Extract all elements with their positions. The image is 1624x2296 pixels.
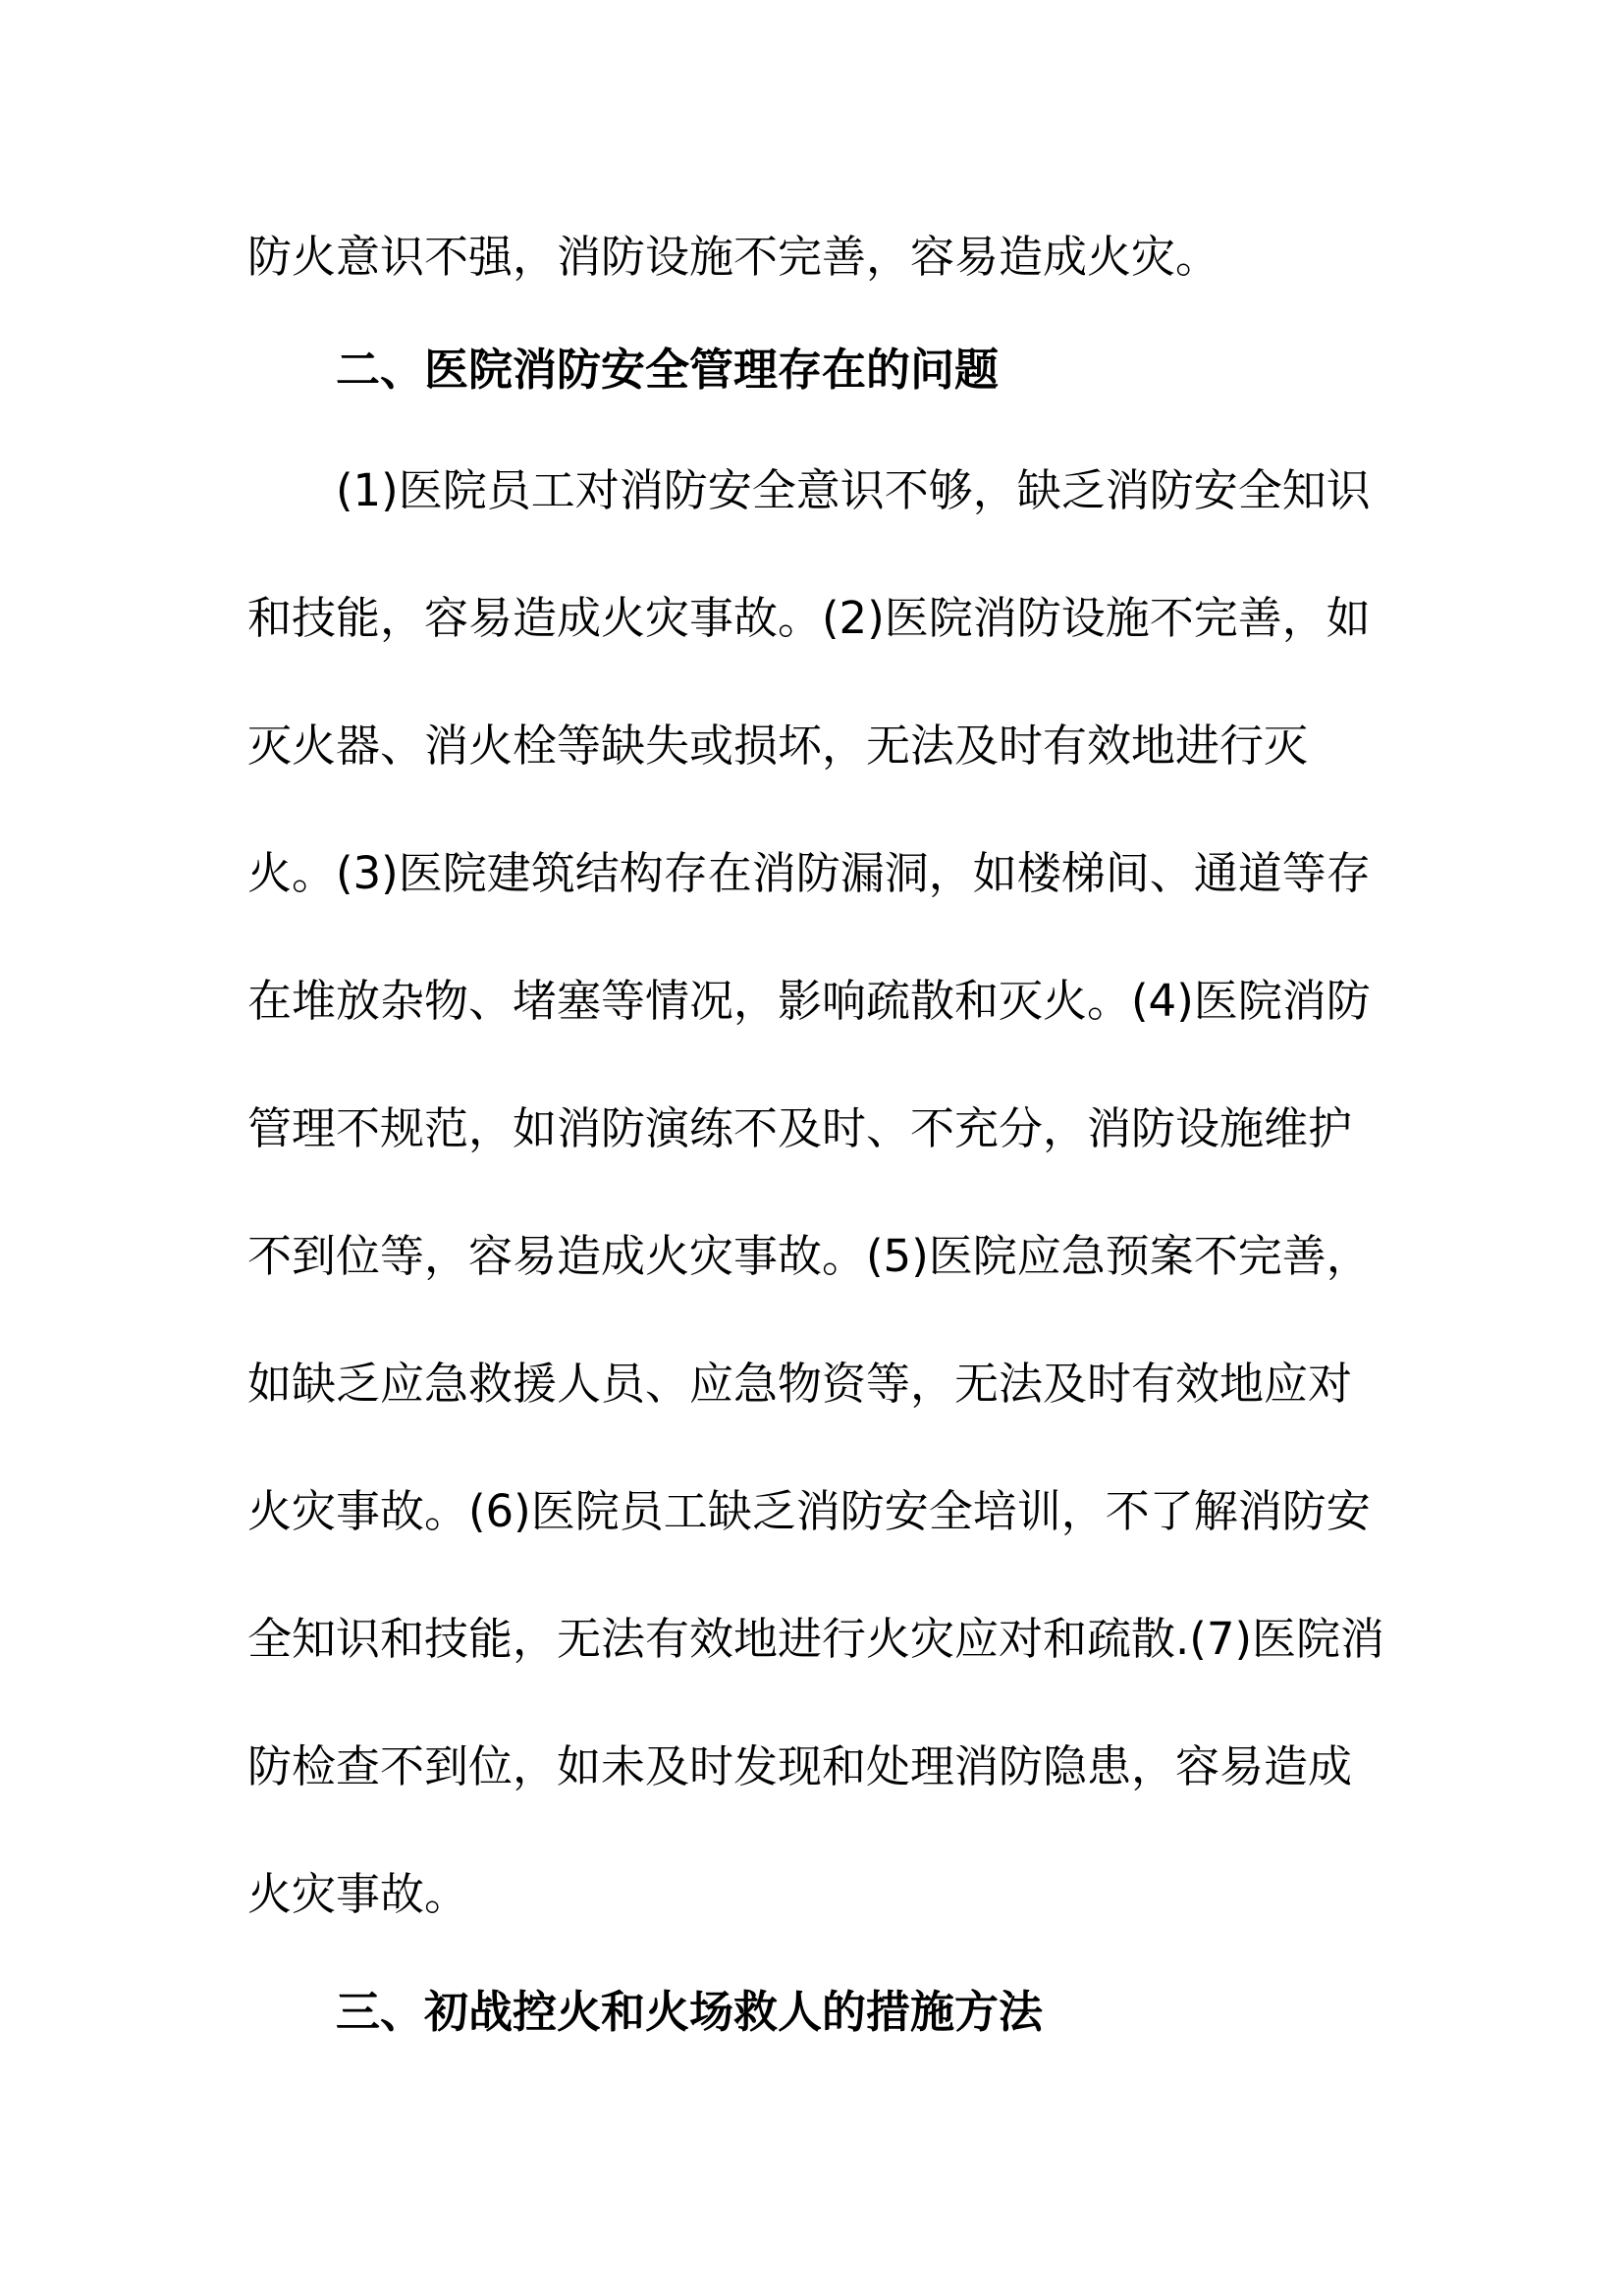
paragraph-line: 火。(3)医院建筑结构存在消防漏洞，如楼梯间、通道等存 (247, 847, 1371, 899)
paragraph-line: 如缺乏应急救援人员、应急物资等，无法及时有效地应对 (247, 1358, 1353, 1410)
paragraph-line: 火灾事故。 (247, 1868, 469, 1920)
section-heading-3: 三、初战控火和火场救人的措施方法 (336, 1986, 1044, 2038)
paragraph-line: 火灾事故。(6)医院员工缺乏消防安全培训，不了解消防安 (247, 1485, 1371, 1537)
paragraph-line: 在堆放杂物、堵塞等情况，影响疏散和灭火。(4)医院消防 (247, 975, 1371, 1027)
paragraph-line: 防火意识不强，消防设施不完善，容易造成火灾。 (247, 231, 1220, 283)
paragraph-line: (1)医院员工对消防安全意识不够，缺乏消防安全知识 (336, 464, 1371, 516)
paragraph-line: 全知识和技能，无法有效地进行火灾应对和疏散.(7)医院消 (247, 1613, 1385, 1665)
paragraph-line: 防检查不到位，如未及时发现和处理消防隐患，容易造成 (247, 1740, 1353, 1792)
section-heading-2: 二、医院消防安全管理存在的问题 (336, 344, 1000, 396)
paragraph-line: 不到位等，容易造成火灾事故。(5)医院应急预案不完善， (247, 1230, 1371, 1282)
paragraph-line: 管理不规范，如消防演练不及时、不充分，消防设施维护 (247, 1102, 1353, 1154)
paragraph-line: 和技能，容易造成火灾事故。(2)医院消防设施不完善，如 (247, 592, 1371, 644)
paragraph-line: 灭火器、消火栓等缺失或损坏，无法及时有效地进行灭 (247, 720, 1309, 772)
